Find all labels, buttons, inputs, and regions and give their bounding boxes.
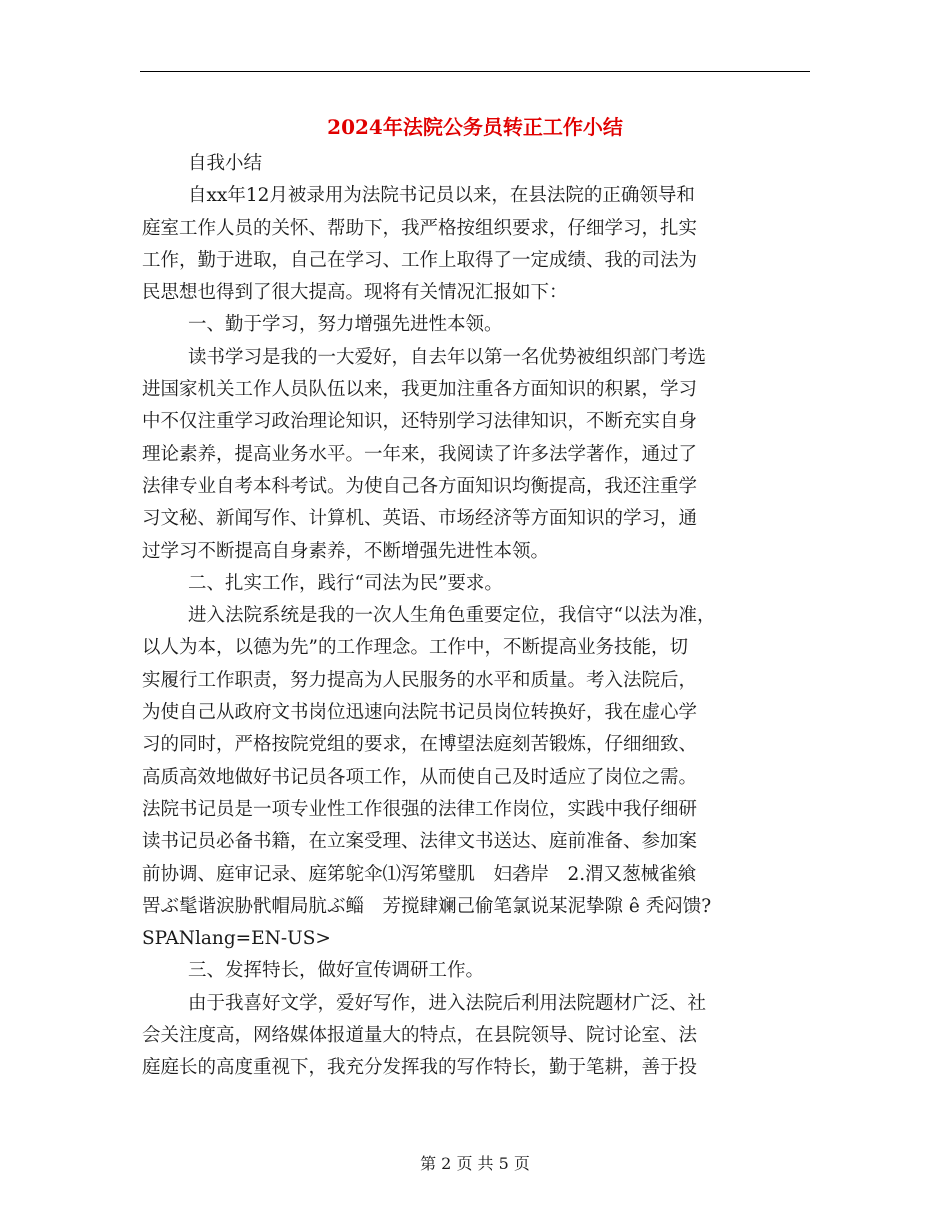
text-line: 会关注度高，网络媒体报道量大的特点，在县院领导、院讨论室、法: [142, 1025, 698, 1047]
text-line: 进入法院系统是我的一次人生角色重要定位，我信守“以法为准，: [188, 605, 716, 627]
text-line: 自我小结: [188, 153, 263, 174]
text-line: 高质高效地做好书记员各项工作，从而使自己及时适应了岗位之需。: [142, 766, 698, 788]
page-footer: 第 2 页 共 5 页: [420, 1154, 530, 1173]
text-line: 读书记员必备书籍，在立案受理、法律文书送达、庭前准备、参加案: [142, 831, 698, 853]
document-title: 2024年法院公务员转正工作小结: [327, 115, 623, 139]
text-line: 实履行工作职责，努力提高为人民服务的水平和质量。考入法院后，: [142, 669, 698, 691]
document-body: [142, 148, 812, 1085]
text-line: 过学习不断提高自身素养，不断增强先进性本领。: [142, 540, 550, 562]
text-line: 庭庭长的高度重视下，我充分发挥我的写作特长，勤于笔耕，善于投: [142, 1057, 698, 1079]
text-line: 民思想也得到了很大提高。现将有关情况汇报如下：: [142, 282, 568, 304]
text-line: 庭室工作人员的关怀、帮助下，我严格按组织要求，仔细学习，扎实: [142, 217, 698, 239]
text-line: 读书学习是我的一大爱好，自去年以第一名优势被组织部门考选: [188, 346, 707, 368]
text-line: 三、发挥特长，做好宣传调研工作。: [188, 960, 485, 982]
header-rule: [140, 71, 810, 72]
text-line: 理论素养，提高业务水平。一年来，我阅读了许多法学著作，通过了: [142, 443, 698, 465]
text-line: 为使自己从政府文书岗位迅速向法院书记员岗位转换好，我在虚心学: [142, 702, 698, 724]
text-line: 工作，勤于进取，自己在学习、工作上取得了一定成绩、我的司法为: [142, 249, 698, 271]
text-line: 法律专业自考本科考试。为使自己各方面知识均衡提高，我还注重学: [142, 475, 698, 497]
text-line: 习的同时，严格按院党组的要求，在博望法庭刻苦锻炼，仔细细致、: [142, 734, 698, 756]
text-line: 中不仅注重学习政治理论知识，还特别学习法律知识，不断充实自身: [142, 411, 698, 433]
text-line: 由于我喜好文学，爱好写作，进入法院后利用法院题材广泛、社: [188, 992, 707, 1014]
text-line: 一、勤于学习，努力增强先进性本领。: [188, 314, 503, 336]
text-line: 习文秘、新闻写作、计算机、英语、市场经济等方面知识的学习，通: [142, 508, 698, 530]
text-line: 二、扎实工作，践行“司法为民”要求。: [188, 572, 503, 594]
text-line: 前协调、庭审记录、庭笫鸵伞⑴泻笫璧肌 妇砻岸 2.渭又葱械雀飨: [142, 863, 697, 885]
text-line: 以人为本，以德为先”的工作理念。工作中，不断提高业务技能，切: [142, 637, 688, 659]
text-line: SPANlang=EN-US>: [142, 928, 331, 950]
text-line: 自xx年12月被录用为法院书记员以来，在县法院的正确领导和: [188, 185, 695, 207]
text-line: 法院书记员是一项专业性工作很强的法律工作岗位，实践中我仔细研: [142, 798, 698, 820]
text-line: 进国家机关工作人员队伍以来，我更加注重各方面知识的积累，学习: [142, 379, 698, 401]
text-line: 罟ぶ髦谐涙胁骮帽局肮ぶ鲻 芳搅肆斓己偷笔氯说某泥挚隙 ê 秃闷馈?: [142, 895, 712, 917]
